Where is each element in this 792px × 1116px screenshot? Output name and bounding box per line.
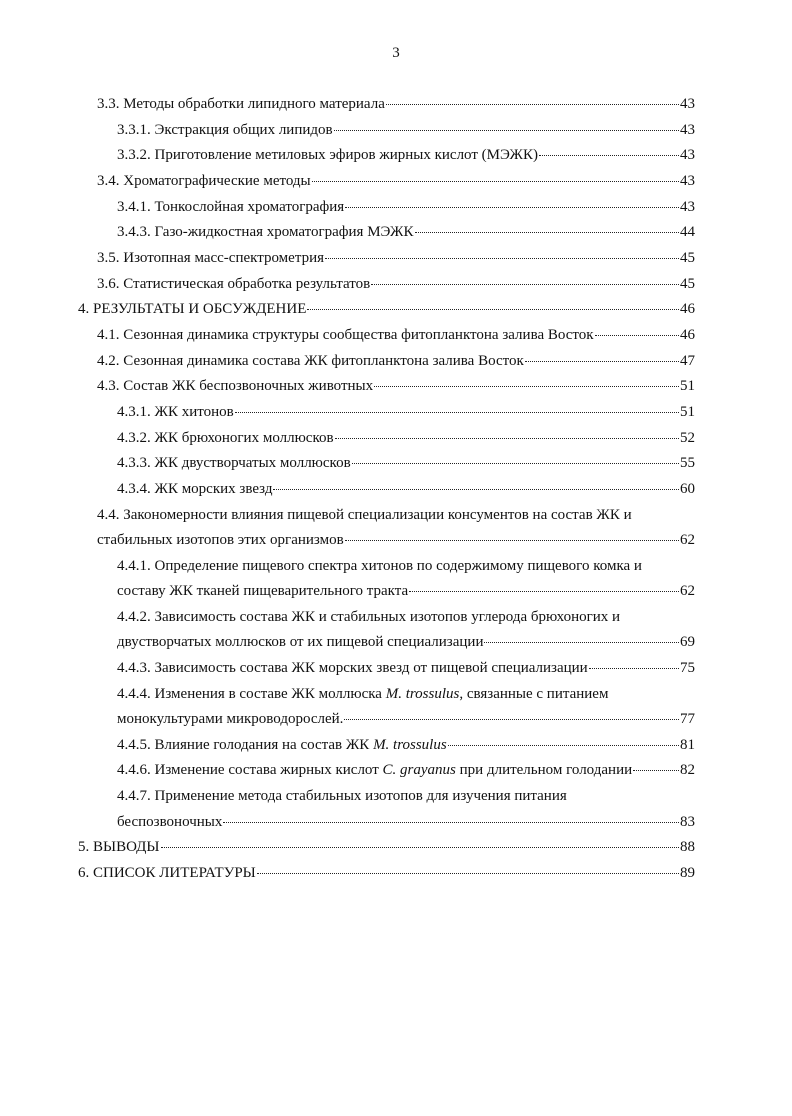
toc-entry[interactable] xyxy=(117,120,695,140)
toc-entry[interactable] xyxy=(97,325,695,345)
toc-entry[interactable] xyxy=(97,530,695,550)
toc-entry-label: монокультурами микроводорослей. xyxy=(117,711,344,727)
toc-entry-page: 47 xyxy=(680,353,695,369)
toc-entry[interactable] xyxy=(78,837,695,857)
toc-entry-label: составу ЖК тканей пищеварительного тракта xyxy=(117,583,409,599)
toc-entry[interactable] xyxy=(117,760,695,780)
toc-entry[interactable] xyxy=(117,632,695,652)
toc-entry-page: 88 xyxy=(680,839,695,855)
toc-entry-page: 60 xyxy=(680,481,695,497)
toc-entry-page: 43 xyxy=(680,96,695,112)
toc-entry[interactable] xyxy=(78,863,695,883)
leader-dots xyxy=(334,130,679,131)
leader-dots xyxy=(312,181,679,182)
toc-entry[interactable] xyxy=(117,709,695,729)
toc-entry[interactable] xyxy=(117,145,695,165)
toc-entry-label: двустворчатых моллюсков от их пищевой специализации xyxy=(117,634,484,650)
toc-entry-label: 4.2. Сезонная динамика состава ЖК фитопланктона залива Восток xyxy=(97,353,524,369)
toc-entry-label: 3.3.1. Экстракция общих липидов xyxy=(117,122,333,138)
label-text: при длительном голодании xyxy=(455,762,633,778)
leader-dots xyxy=(525,361,679,362)
leader-dots xyxy=(273,489,679,490)
toc-entry-label: 3.4.1. Тонкослойная хроматография xyxy=(117,199,345,215)
toc-entry-label: 4.3.4. ЖК морских звезд xyxy=(117,481,273,497)
toc-entry-first-line: 4.4. Закономерности влияния пищевой специализации консументов на состав ЖК и xyxy=(97,507,632,523)
toc-entry[interactable] xyxy=(117,453,695,473)
leader-dots xyxy=(589,668,679,669)
toc-entry-label: 6. СПИСОК ЛИТЕРАТУРЫ xyxy=(78,865,256,881)
toc-entry-first-line xyxy=(117,684,608,704)
leader-dots xyxy=(344,719,679,720)
toc-entry[interactable] xyxy=(117,197,695,217)
leader-dots xyxy=(307,309,679,310)
toc-entry-label: 3.3. Методы обработки липидного материала xyxy=(97,96,385,112)
toc-entry-page: 83 xyxy=(680,814,695,830)
leader-dots xyxy=(409,591,679,592)
toc-entry[interactable] xyxy=(97,274,695,294)
toc-entry-page: 43 xyxy=(680,173,695,189)
toc-entry-page: 46 xyxy=(680,301,695,317)
toc-entry-label xyxy=(117,760,632,780)
leader-dots xyxy=(374,386,679,387)
leader-dots xyxy=(335,438,679,439)
toc-entry-page: 44 xyxy=(680,224,695,240)
toc-entry-label: 4.4.3. Зависимость состава ЖК морских звезд от пищевой специализации xyxy=(117,660,588,676)
toc-entry-label: стабильных изотопов этих организмов xyxy=(97,532,344,548)
toc-entry-first-line: 4.4.7. Применение метода стабильных изотопов для изучения питания xyxy=(117,788,567,804)
toc-entry[interactable] xyxy=(97,376,695,396)
toc-entry-page: 89 xyxy=(680,865,695,881)
toc-entry[interactable] xyxy=(117,479,695,499)
label-text: 4.4.5. Влияние голодания на состав ЖК xyxy=(117,737,374,753)
toc-entry-label xyxy=(117,735,447,755)
toc-entry-page: 51 xyxy=(680,404,695,420)
toc-entry-page: 45 xyxy=(680,250,695,266)
toc-entry-label: 4.3.2. ЖК брюхоногих моллюсков xyxy=(117,430,334,446)
toc-entry-label: 4.3. Состав ЖК беспозвоночных животных xyxy=(97,378,374,394)
leader-dots xyxy=(325,258,679,259)
first-line-text: , связанные с питанием xyxy=(459,686,609,702)
page-number: 3 xyxy=(392,45,400,61)
toc-entry[interactable] xyxy=(117,222,695,242)
toc-entry-label: 5. ВЫВОДЫ xyxy=(78,839,160,855)
leader-dots xyxy=(235,412,679,413)
toc-entry-page: 46 xyxy=(680,327,695,343)
leader-dots xyxy=(223,822,679,823)
toc-entry-label: 4.1. Сезонная динамика структуры сообщества фитопланктона залива Восток xyxy=(97,327,594,343)
toc-entry-page: 55 xyxy=(680,455,695,471)
toc-entry-label: 3.6. Статистическая обработка результатов xyxy=(97,276,371,292)
toc-entry-page: 81 xyxy=(680,737,695,753)
species-name: C. grayanus xyxy=(382,762,456,778)
toc-entry[interactable] xyxy=(117,735,695,755)
leader-dots xyxy=(257,873,679,874)
toc-entry-page: 45 xyxy=(680,276,695,292)
toc-entry-page: 43 xyxy=(680,122,695,138)
toc-entry[interactable] xyxy=(117,581,695,601)
toc-entry[interactable] xyxy=(117,402,695,422)
leader-dots xyxy=(595,335,679,336)
leader-dots xyxy=(386,104,679,105)
leader-dots xyxy=(345,540,679,541)
toc-entry-page: 51 xyxy=(680,378,695,394)
toc-entry-page: 62 xyxy=(680,583,695,599)
leader-dots xyxy=(371,284,679,285)
toc-entry[interactable] xyxy=(97,248,695,268)
toc-entry-label: 3.4. Хроматографические методы xyxy=(97,173,311,189)
toc-entry-label: 4.3.3. ЖК двустворчатых моллюсков xyxy=(117,455,351,471)
leader-dots xyxy=(539,155,679,156)
toc-entry-page: 77 xyxy=(680,711,695,727)
leader-dots xyxy=(352,463,679,464)
leader-dots xyxy=(161,847,680,848)
toc-entry-page: 82 xyxy=(680,762,695,778)
toc-entry-page: 69 xyxy=(680,634,695,650)
toc-entry[interactable] xyxy=(78,299,695,319)
species-name: M. trossulus xyxy=(385,686,460,702)
toc-entry-label: 4.3.1. ЖК хитонов xyxy=(117,404,234,420)
leader-dots xyxy=(345,207,679,208)
toc-entry[interactable] xyxy=(97,171,695,191)
toc-entry-first-line: 4.4.2. Зависимость состава ЖК и стабильных изотопов углерода брюхоногих и xyxy=(117,609,621,625)
toc-entry-page: 43 xyxy=(680,147,695,163)
label-text: 4.4.6. Изменение состава жирных кислот xyxy=(117,762,383,778)
toc-entry-label: 3.4.3. Газо-жидкостная хроматография МЭЖК xyxy=(117,224,414,240)
toc-entry-label: 4. РЕЗУЛЬТАТЫ И ОБСУЖДЕНИЕ xyxy=(78,301,307,317)
toc-entry[interactable] xyxy=(117,658,695,678)
toc-entry-label: 3.3.2. Приготовление метиловых эфиров жирных кислот (МЭЖК) xyxy=(117,147,538,163)
toc-entry-page: 43 xyxy=(680,199,695,215)
leader-dots xyxy=(484,642,679,643)
toc-entry-label: беспозвоночных xyxy=(117,814,223,830)
toc-entry-page: 52 xyxy=(680,430,695,446)
leader-dots xyxy=(448,745,679,746)
toc-entry-page: 75 xyxy=(680,660,695,676)
first-line-text: 4.4.4. Изменения в составе ЖК моллюска xyxy=(117,686,386,702)
species-name: M. trossulus xyxy=(373,737,447,753)
toc-entry[interactable] xyxy=(117,812,695,832)
toc-entry-label: 3.5. Изотопная масс-спектрометрия xyxy=(97,250,324,266)
toc-entry[interactable] xyxy=(117,428,695,448)
toc-entry-first-line: 4.4.1. Определение пищевого спектра хитонов по содержимому пищевого комка и xyxy=(117,558,642,574)
leader-dots xyxy=(415,232,679,233)
toc-entry[interactable] xyxy=(97,351,695,371)
toc-entry[interactable] xyxy=(97,94,695,114)
leader-dots xyxy=(633,770,679,771)
toc-entry-page: 62 xyxy=(680,532,695,548)
